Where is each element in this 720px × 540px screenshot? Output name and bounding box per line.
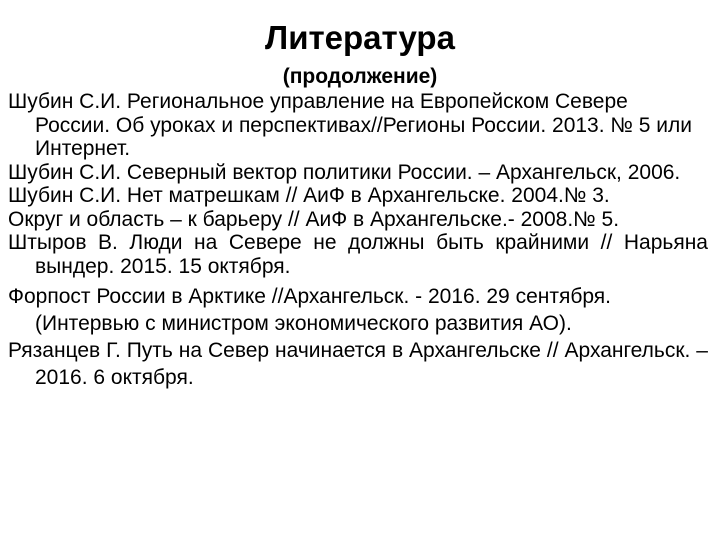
reference-item: Рязанцев Г. Путь на Север начинается в Архангельске // Архангельск. – 2016. 6 октября.: [8, 339, 708, 389]
page-title: Литература: [265, 19, 455, 56]
reference-item: Штыров В. Люди на Севере не должны быть крайними // Нарьяна вындер. 2015. 15 октября.: [8, 231, 708, 278]
page-subtitle: (продолжение): [282, 65, 438, 88]
reference-item: Шубин С.И. Северный вектор политики России. – Архангельск, 2006.: [8, 160, 681, 184]
reference-item: Шубин С.И. Нет матрешкам // АиФ в Архангельске. 2004.№ 3.: [8, 184, 610, 207]
reference-item: Шубин С.И. Региональное управление на Европейском Севере России. Об уроках и перспективах//Регионы России. 2013. № 5 или Интернет.: [8, 90, 692, 160]
reference-item: Форпост России в Арктике //Архангельск. - 2016. 29 сентября. (Интервью с министром экономического развития АО).: [8, 285, 612, 335]
reference-list: [8, 90, 708, 391]
reference-item: Округ и область – к барьеру // АиФ в Архангельске.- 2008.№ 5.: [8, 207, 620, 231]
